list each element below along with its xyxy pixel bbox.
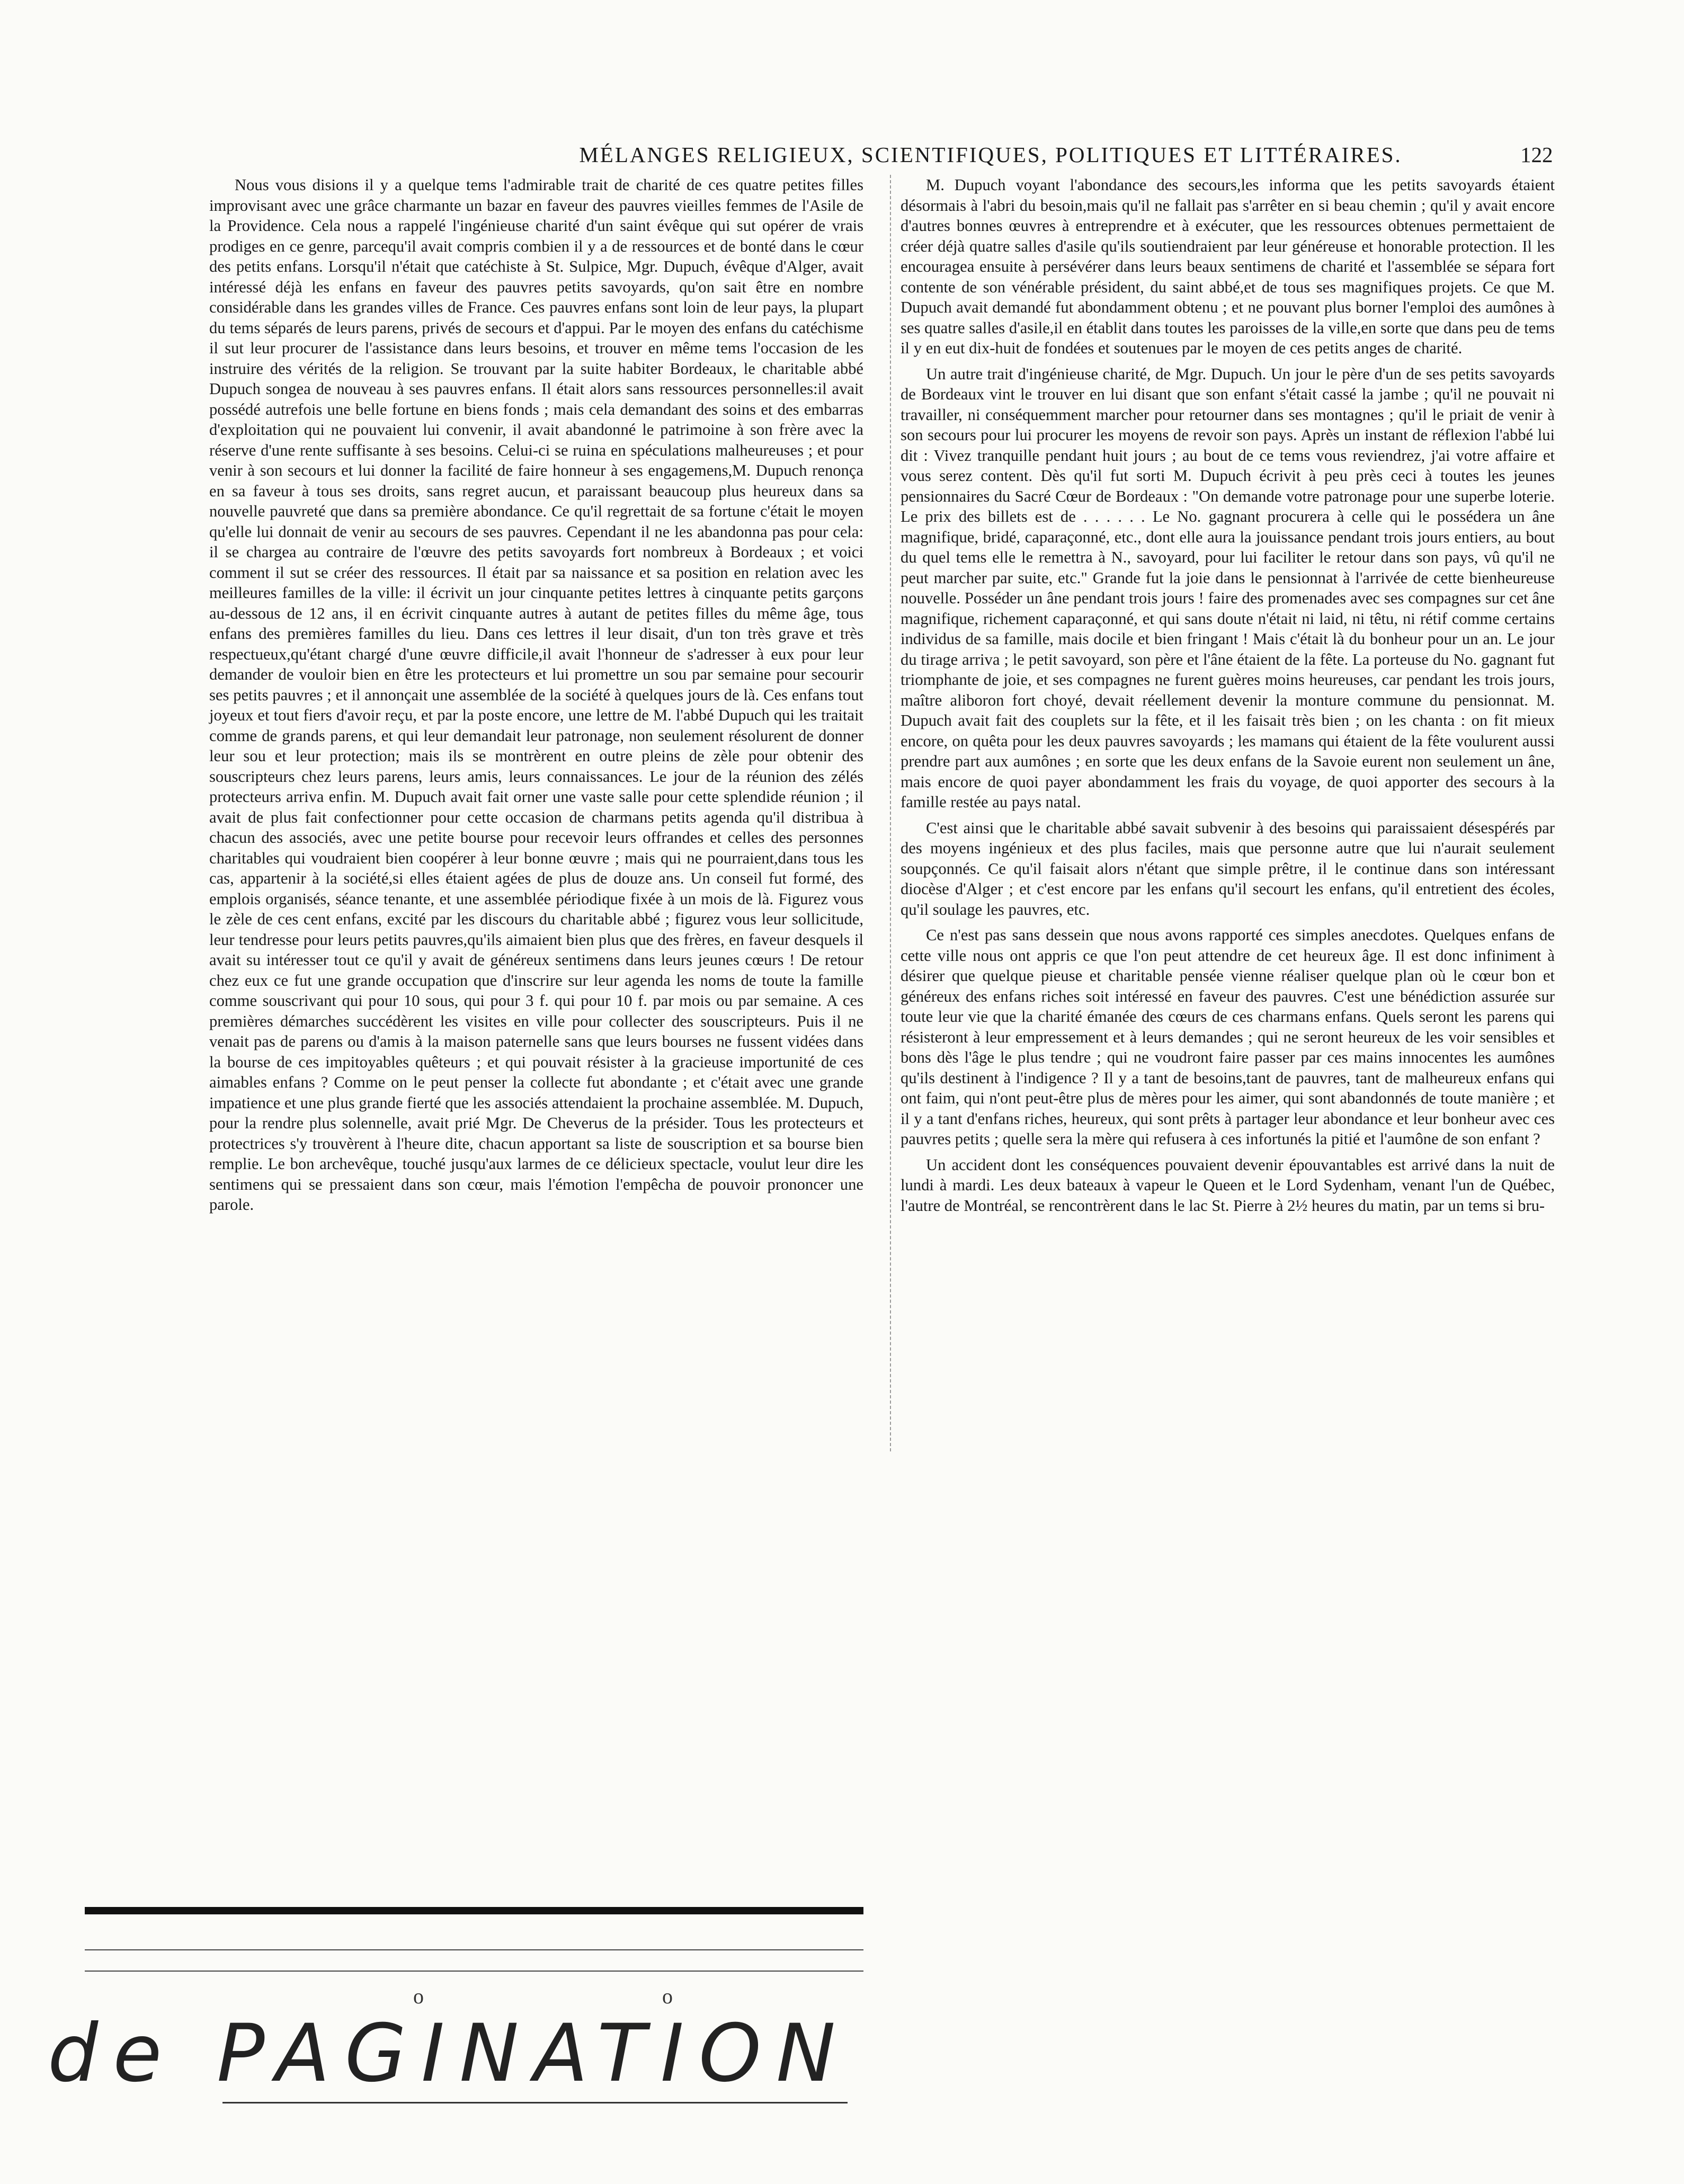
article-paragraph: Un accident dont les conséquences pouvaient devenir épouvantables est arrivé dans la nuit de lundi à mardi. Les deux bateaux à vapeur le Queen et le Lord Sydenham, venant l'un de Québec, l'autre de Montréal, se rencontrèrent dans le lac St. Pierre à 2½ heures du matin, par un tems si bru- bbox=[901, 1155, 1555, 1215]
stamp-marks bbox=[413, 1984, 906, 2009]
article-paragraph: Un autre trait d'ingénieuse charité, de Mgr. Dupuch. Un jour le père d'un de ses petits savoyards de Bordeaux vint le trouver en lui disant que son enfant s'était cassé la jambe ; qu'il ne pouvait ni travailler, ni conséquemment marcher pour retourner dans ses montagnes ; qu'il le priait de venir à son secours pour lui procurer les moyens de revoir son pays. Après un instant de réflexion l'abbé lui dit : Vivez tranquille pendant huit jours ; au bout de ce tems vous reviendrez, j'ai votre affaire et vous serez content. Dès qu'il fut sorti M. Dupuch écrivit à peu près ceci à toutes les jeunes pensionnaires du Sacré Cœur de Bordeaux : "On demande votre patronage pour une superbe loterie. Le prix des billets est de . . . . . . Le No. gagnant procurera à celle qui le possédera un âne magnifique, bridé, caparaçonné, etc., dont elle aura la jouissance pendant trois jours entiers, au bout du quel tems elle le remettra à N., savoyard, pour lui faciliter le retour dans son pays, vû qu'il ne peut marcher par suite, etc." Grande fut la joie dans le pensionnat à l'arrivée de cette bienheureuse nouvelle. Posséder un âne pendant trois jours ! faire des promenades avec ses compagnes sur cet âne magnifique, richement caparaçonné, et qui sans doute n'était ni laid, ni têtu, ni rétif comme certains individus de sa famille, mais docile et bien fringant ! Mais c'était là du bonheur pour un an. Le jour du tirage arriva ; le petit savoyard, son père et l'âne étaient de la fête. La porteuse du No. gagnant fut triomphante de joie, et ses compagnes ne furent guères moins heureuses, car pendant les trois jours, maître aliboron fort choyé, devait réellement devenir la monture commune du pensionnat. M. Dupuch avait fait des couplets sur la fête, et il les faisait très bien ; on les chanta : on fit mieux encore, on quêta pour les deux pauvres savoyards ; les mamans qui étaient de la fête voulurent aussi prendre part aux aumônes ; en sorte que les deux enfans de la Savoie eurent non seulement un âne, mais encore de quoi payer abondamment les frais du voyage, de quoi apporter des secours à la famille restée au pays natal. bbox=[901, 364, 1555, 811]
article-paragraph: M. Dupuch voyant l'abondance des secours,les informa que les petits savoyards étaient désormais à l'abri du besoin,mais qu'il ne fallait pas s'arrêter en si beau chemin ; qu'il y avait encore d'autres bonnes œuvres à entreprendre et à exécuter, que les ressources obtenues permettaient de créer déjà quatre salles d'asile qu'ils soutiendraient par leur généreuse et honorable protection. Il les encouragea ensuite à persévérer dans leurs beaux sentimens de charité et l'assemblée se sépara fort contente de son vénérable président, du saint abbé,et de tous ses magnifiques projets. Ce que M. Dupuch avait demandé fut abondamment obtenu ; et ne pouvant plus borner l'emploi des aumônes à ses quatre salles d'asile,il en établit dans toutes les paroisses de la ville,en sorte que dans peu de tems il y en eut dix-huit de fondées et soutenues par le moyen de ces petits anges de charité. bbox=[901, 176, 1555, 357]
article-paragraph: C'est ainsi que le charitable abbé savait subvenir à des besoins qui paraissaient désespérés par des moyens ingénieux et des plus faciles, mais que personne autre que lui n'aurait seulement soupçonnés. Ce qu'il faisait alors n'étant que simple prêtre, il le continue dans son intéressant diocèse d'Alger ; et c'est encore par les enfans qu'il secourt les enfans, qu'il entretient des écoles, qu'il soulage les pauvres, etc. bbox=[901, 818, 1555, 919]
running-title: MÉLANGES RELIGIEUX, SCIENTIFIQUES, POLITIQUES ET LITTÉRAIRES. bbox=[579, 142, 1402, 167]
page-number: 122 bbox=[1520, 142, 1553, 167]
end-rule-thin bbox=[85, 1949, 863, 1950]
stamp-mark: o bbox=[413, 1984, 424, 2008]
right-column bbox=[901, 175, 1555, 1221]
stamp-mark: o bbox=[662, 1984, 673, 2008]
pagination-stamp: de PAGINATION bbox=[48, 2008, 851, 2100]
end-rule-thin bbox=[85, 1971, 863, 1972]
article-paragraph: Ce n'est pas sans dessein que nous avons rapporté ces simples anecdotes. Quelques enfans de cette ville nous ont appris ce que l'on peut attendre de cet heureux âge. Il est donc infiniment à désirer que quelque pieuse et charitable pensée vienne réaliser quelque plan où le cœur bon et généreux des enfans riches soit intéressé en faveur des pauvres. C'est une bénédiction assurée sur toute leur vie que la charité émanée des cœurs de ces charmans enfans. Quels seront les parens qui résisteront à leur empressement et à leurs demandes ; qui ne seront heureux de les voir sensibles et bons dès l'âge le plus tendre ; qui ne voudront faire passer par ces mains innocentes les aumônes qu'ils destinent à l'indigence ? Il y a tant de besoins,tant de pauvres, tant de malheureux enfans qui ont faim, qui n'ont peut-être plus de mères pour les aimer, qui sont abandonnés de toute manière ; et il y a tant d'enfans riches, heureux, qui sont prêts à partager leur abondance et leur bonheur avec ces pauvres petits ; quelle sera la mère qui refusera à ces infortunés la pitié et l'aumône de son enfant ? bbox=[901, 926, 1555, 1148]
column-divider bbox=[890, 175, 891, 1451]
end-rule-thick bbox=[85, 1907, 863, 1914]
left-column bbox=[209, 175, 863, 1220]
stamp-underline bbox=[222, 2102, 848, 2103]
article-paragraph: Nous vous disions il y a quelque tems l'admirable trait de charité de ces quatre petites filles improvisant avec une grâce charmante un bazar en faveur des pauvres vieilles femmes de l'Asile de la Providence. Cela nous a rappelé l'ingénieuse charité d'un saint évêque qui sut opérer de vrais prodiges en ce genre, parcequ'il avait compris combien il y a de ressources et de bonté dans le cœur des petits enfans. Lorsqu'il n'était que catéchiste à St. Sulpice, Mgr. Dupuch, évêque d'Alger, avait intéressé déjà les enfans en faveur des pauvres petits savoyards, qu'on sait être en nombre considérable dans les grandes villes de France. Ces pauvres enfans sont loin de leur pays, la plupart du tems séparés de leurs parens, privés de secours et d'appui. Par le moyen des enfans du catéchisme il sut leur procurer de l'assistance dans leurs besoins, et trouver en même tems l'occasion de les instruire des vérités de la religion. Se trouvant par la suite habiter Bordeaux, le charitable abbé Dupuch songea de nouveau à ses pauvres enfans. Il était alors sans ressources personnelles:il avait possédé autrefois une belle fortune en biens fonds ; mais cela demandant des soins et des embarras d'exploitation qui ne pouvaient lui convenir, il avait abandonné le patrimoine à son frère avec la réserve d'une rente suffisante à ses besoins. Celui-ci se ruina en spéculations malheureuses ; et pour venir à son secours et lui donner la facilité de faire honneur à ses engagemens,M. Dupuch renonça en sa faveur à tous ses droits, sans regret aucun, et paraissant beaucoup plus heureux dans sa nouvelle pauvreté que dans sa première abondance. Ce qu'il regrettait de sa fortune c'était le moyen qu'elle lui donnait de venir au secours de ses pauvres. Cependant il ne les abandonna pas pour cela: il se chargea au contraire de l'œuvre des petits savoyards fort nombreux à Bordeaux ; et voici comment il sut se créer des ressources. Il était par sa naissance et sa position en relation avec les meilleures familles de la ville: il écrivit un jour cinquante petites lettres à cinquante petits garçons au-dessous de 12 ans, il en écrivit cinquante autres à autant de petites filles du même âge, tous enfans des premières familles du lieu. Dans ces lettres il leur disait, d'un ton très grave et très respectueux,qu'étant chargé d'une œuvre difficile,il avait l'honneur de s'adresser à eux pour leur demander de vouloir bien en être les protecteurs et lui promettre un sou par semaine pour secourir ses petits pauvres ; et il annonçait une assemblée de la société à quelques jours de là. Ces enfans tout joyeux et tout fiers d'avoir reçu, et par la poste encore, une lettre de M. l'abbé Dupuch qui les traitait comme de grands parens, et qui leur demandait leur patronage, non seulement résolurent de donner leur sou et leur protection; mais ils se montrèrent en outre pleins de zèle pour obtenir des souscripteurs chez leurs parens, leurs amis, leurs connaissances. Le jour de la réunion des zélés protecteurs arriva enfin. M. Dupuch avait fait orner une vaste salle pour cette splendide réunion ; il avait de plus fait confectionner pour cette occasion de charmans petits agenda qu'il distribua à chacun des associés, avec une petite bourse pour recevoir leurs offrandes et celles des personnes charitables qui voudraient bien coopérer à leur bonne œuvre ; mais qui ne pourraient,dans tous les cas, appartenir à la société,si elles étaient agées de plus de douze ans. Un conseil fut formé, des emplois organisés, séance tenante, et une assemblée périodique fixée à un mois de là. Figurez vous le zèle de ces cent enfans, excité par les discours du charitable abbé ; figurez vous leur sollicitude, leur tendresse pour leurs petits pauvres,qu'ils aimaient bien plus que des frères, en faveur desquels il avait su intéresser tout ce qu'il y avait de généreux sentimens dans leurs jeunes cœurs ! De retour chez eux ce fut une grande occupation que d'inscrire sur leur agenda les noms de toute la famille comme souscrivant qui pour 10 sous, qui pour 3 f. qui pour 10 f. par mois ou par semaine. A ces premières démarches succédèrent les visites en ville pour collecter des souscripteurs. Puis il ne venait pas de parens ou d'amis à la maison paternelle sans que leurs bourses ne fussent vidées dans la bourse de ces impitoyables quêteurs ; et qui pouvait résister à la gracieuse importunité de ces aimables enfans ? Comme on le peut penser la collecte fut abondante ; et c'était avec une grande impatience et une plus grande fierté que les associés attendaient la prochaine assemblée. M. Dupuch, pour la rendre plus solennelle, avait prié Mgr. De Cheverus de la présider. Tous les protecteurs et protectrices s'y trouvèrent à l'heure dite, chacun apportant sa liste de souscription et sa bourse bien remplie. Le bon archevêque, touché jusqu'aux larmes de ce délicieux spectacle, voulut leur dire les sentimens qui se pressaient dans son cœur, mais l'émotion l'empêcha de pouvoir prononcer une parole. bbox=[209, 176, 863, 1214]
